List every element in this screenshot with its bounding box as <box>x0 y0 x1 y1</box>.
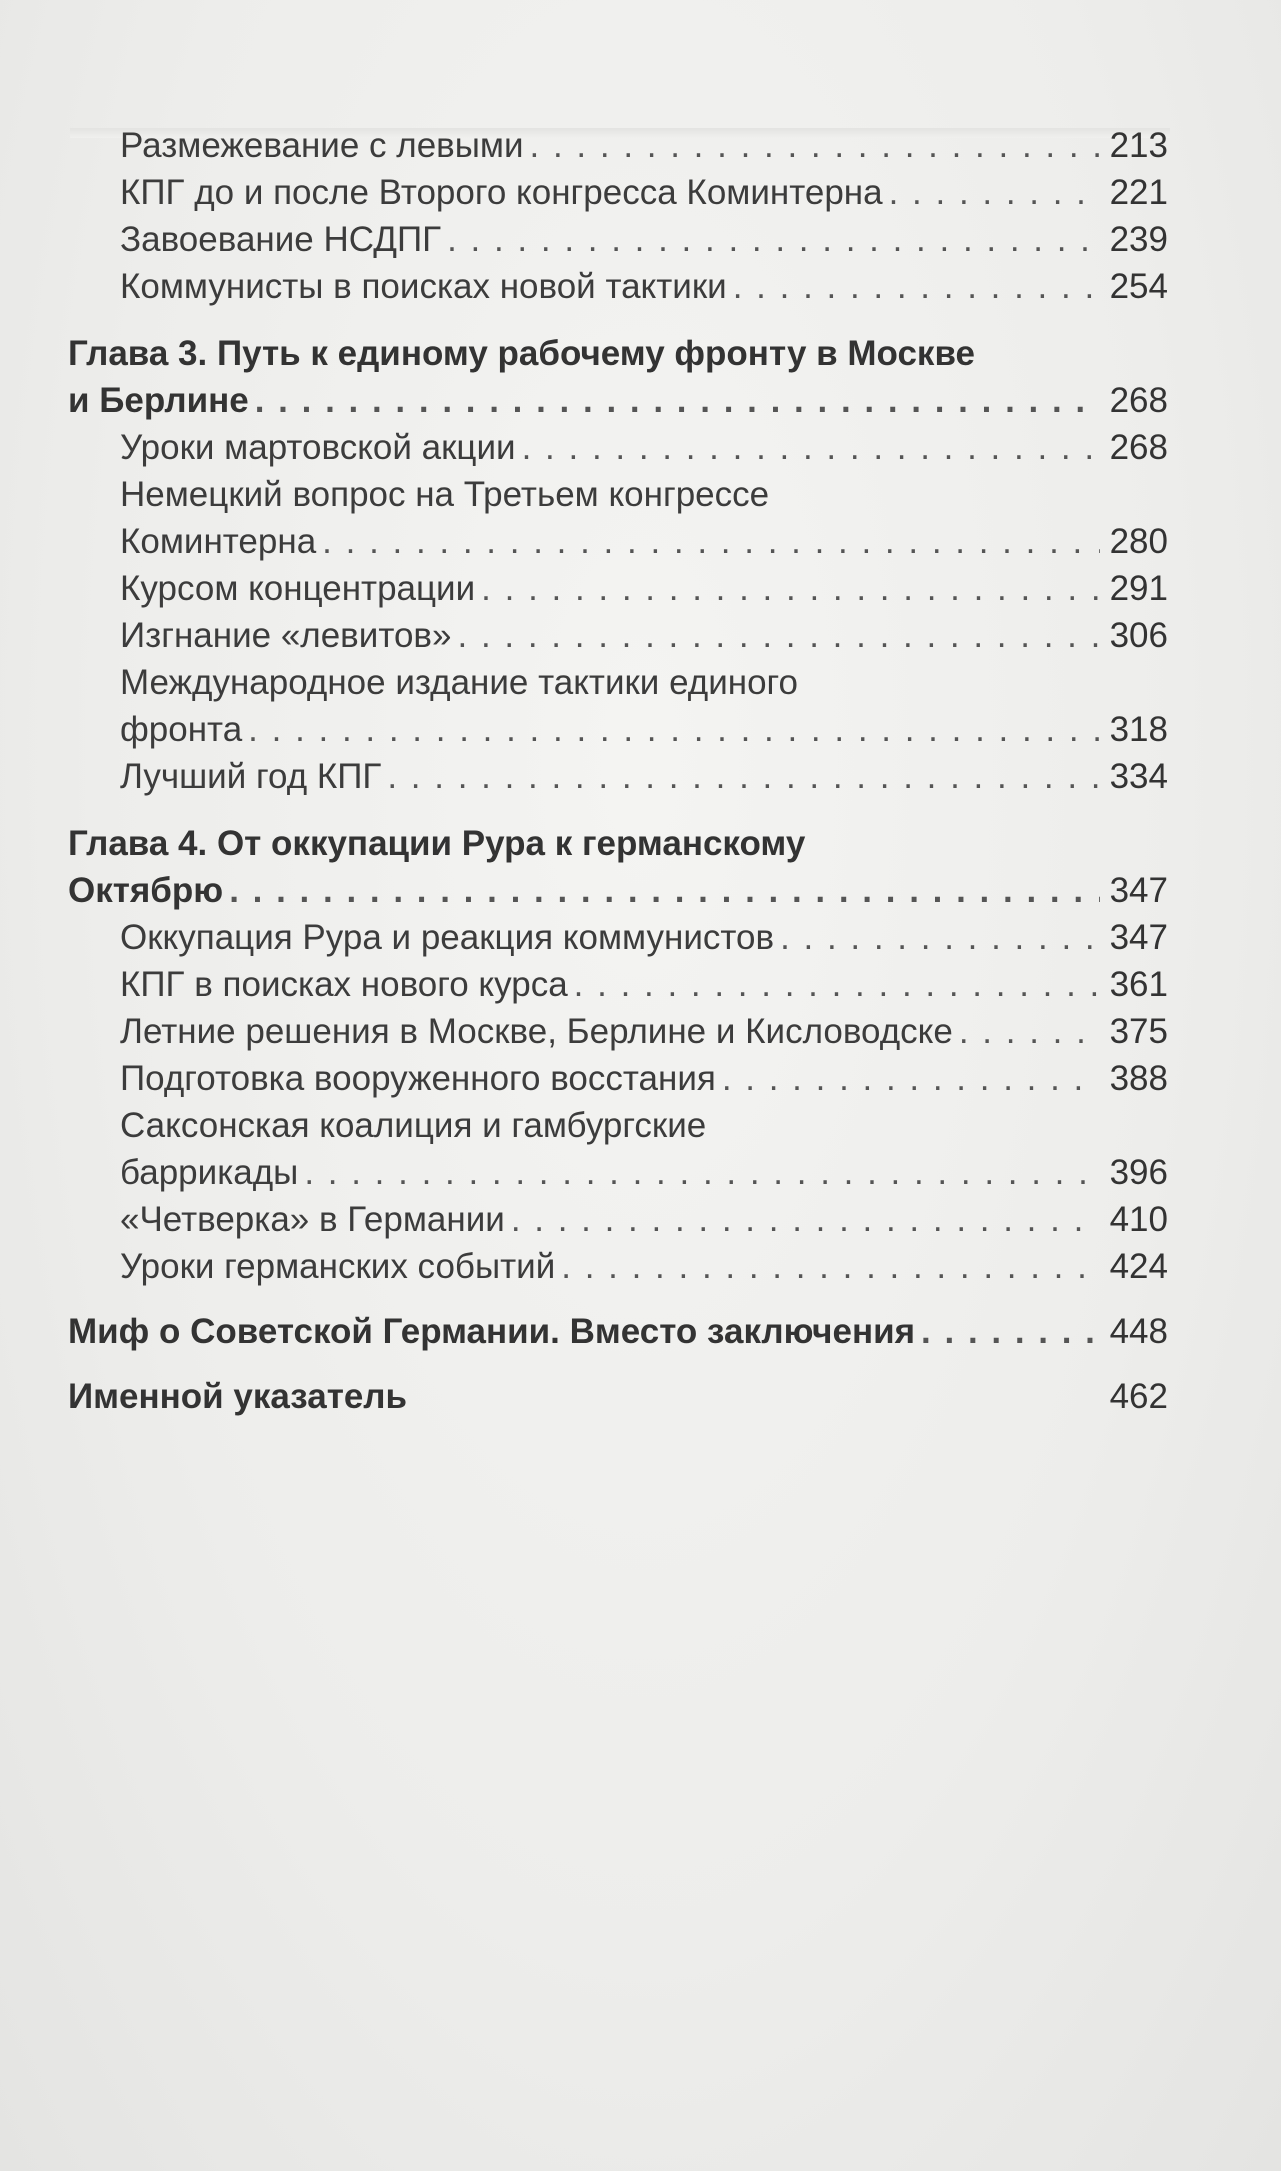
toc-entry-title: Завоевание НСДПГ <box>120 220 442 259</box>
toc-entry <box>68 122 1168 169</box>
toc-entry-title: Курсом концентрации <box>120 569 476 608</box>
toc-entry-title: Международное издание тактики единого <box>120 663 799 702</box>
toc-leader-dots <box>481 565 1100 612</box>
toc-leader-dots <box>574 961 1100 1008</box>
toc-entry-page: 347 <box>1109 918 1168 957</box>
toc-entry-title: Немецкий вопрос на Третьем конгрессе <box>120 475 770 514</box>
toc-entry-page: 388 <box>1109 1059 1168 1098</box>
toc-leader-dots <box>229 867 1100 914</box>
toc-entry-title: Летние решения в Москве, Берлине и Кисловодске <box>120 1012 953 1051</box>
toc-entry-page: 375 <box>1109 1012 1168 1051</box>
toc-entry <box>68 424 1168 471</box>
toc-leader-dots <box>248 706 1100 753</box>
toc-entry <box>68 1196 1168 1243</box>
toc-entry <box>68 1008 1168 1055</box>
index-title: Именной указатель <box>68 1377 408 1416</box>
toc-entry-page: 318 <box>1109 710 1168 749</box>
conclusion-entry <box>68 1308 1168 1355</box>
index-entry <box>68 1373 1168 1420</box>
toc-leader-dots <box>733 263 1100 310</box>
toc-leader-dots <box>304 1149 1100 1196</box>
toc-entry-page: 306 <box>1109 616 1168 655</box>
toc-leader-dots <box>780 914 1100 961</box>
toc-entry-title: КПГ в поисках нового курса <box>120 965 568 1004</box>
toc-entry-page: 291 <box>1109 569 1168 608</box>
chapter-3-page: 268 <box>1109 381 1168 420</box>
toc-leader-dots <box>530 122 1100 169</box>
toc-leader-dots <box>561 1243 1100 1290</box>
toc-leader-dots <box>722 1055 1100 1102</box>
chapter-4-heading-end <box>68 867 1168 914</box>
toc-entry <box>68 1055 1168 1102</box>
toc-leader-dots <box>458 612 1101 659</box>
toc-leader-dots <box>447 216 1100 263</box>
toc-entry-title: Коммунисты в поисках новой тактики <box>120 267 727 306</box>
toc-entry-title: Изгнание «левитов» <box>120 616 452 655</box>
toc-entry-page: 280 <box>1109 522 1168 561</box>
conclusion-title: Миф о Советской Германии. Вместо заключения <box>68 1312 916 1351</box>
table-of-contents <box>68 122 1168 1420</box>
toc-leader-dots <box>889 169 1100 216</box>
chapter-3-heading-cont: и Берлине <box>68 381 249 420</box>
toc-leader-dots <box>511 1196 1100 1243</box>
toc-entry-title: Оккупация Рура и реакция коммунистов <box>120 918 775 957</box>
toc-entry-page: 221 <box>1109 173 1168 212</box>
toc-entry-title: «Четверка» в Германии <box>120 1200 505 1239</box>
chapter-3-heading-end <box>68 377 1168 424</box>
toc-entry-title: Уроки германских событий <box>120 1247 556 1286</box>
toc-entry <box>68 961 1168 1008</box>
toc-entry <box>68 565 1168 612</box>
toc-leader-dots <box>387 753 1100 800</box>
toc-entry <box>68 169 1168 216</box>
toc-entry-title: Лучший год КПГ <box>120 757 382 796</box>
conclusion-page: 448 <box>1109 1312 1168 1351</box>
toc-entry <box>68 263 1168 310</box>
toc-entry-page: 254 <box>1109 267 1168 306</box>
toc-entry-page: 410 <box>1109 1200 1168 1239</box>
toc-entry-page: 268 <box>1109 428 1168 467</box>
toc-entry <box>68 612 1168 659</box>
toc-entry <box>68 216 1168 263</box>
toc-leader-dots <box>921 1308 1100 1355</box>
toc-entry-page: 396 <box>1109 1153 1168 1192</box>
toc-leader-dots <box>522 424 1100 471</box>
toc-entry-title-cont: Коминтерна <box>120 522 317 561</box>
toc-entry-title: КПГ до и после Второго конгресса Коминтерна <box>120 173 883 212</box>
chapter-4-heading-cont: Октябрю <box>68 871 224 910</box>
toc-entry-page: 334 <box>1109 757 1168 796</box>
toc-entry-title: Подготовка вооруженного восстания <box>120 1059 716 1098</box>
toc-entry-page: 239 <box>1109 220 1168 259</box>
bleed-through-text <box>130 1560 1140 2040</box>
toc-leader-dots <box>255 377 1100 424</box>
toc-entry-page: 361 <box>1109 965 1168 1004</box>
chapter-4-page: 347 <box>1109 871 1168 910</box>
toc-entry-title: Уроки мартовской акции <box>120 428 516 467</box>
toc-entry <box>68 706 1168 753</box>
toc-entry-title: Саксонская коалиция и гамбургские <box>120 1106 707 1145</box>
toc-entry-page: 213 <box>1109 126 1168 165</box>
toc-entry <box>68 518 1168 565</box>
toc-entry <box>68 1243 1168 1290</box>
toc-entry <box>68 914 1168 961</box>
toc-leader-dots <box>959 1008 1100 1055</box>
chapter-3-heading: Глава 3. Путь к единому рабочему фронту в Москве <box>68 334 975 373</box>
toc-entry <box>68 1149 1168 1196</box>
index-page: 462 <box>1109 1377 1168 1416</box>
toc-entry-title: Размежевание с левыми <box>120 126 524 165</box>
toc-leader-dots <box>322 518 1100 565</box>
toc-entry <box>68 753 1168 800</box>
toc-entry-title-cont: фронта <box>120 710 243 749</box>
toc-entry-page: 424 <box>1109 1247 1168 1286</box>
toc-entry-title-cont: баррикады <box>120 1153 299 1192</box>
chapter-4-heading: Глава 4. От оккупации Рура к германскому <box>68 824 806 863</box>
